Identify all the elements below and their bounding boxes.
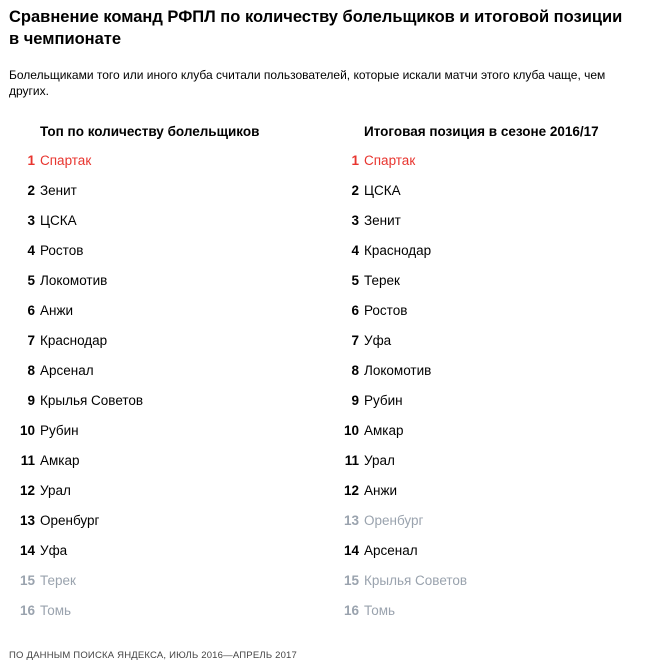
- season-standings-row: [337, 296, 637, 326]
- rank-number: 3: [351, 213, 359, 228]
- fans-ranking-row: [13, 176, 313, 206]
- fans-ranking-row: [13, 596, 313, 626]
- fans-ranking-header: Топ по количеству болельщиков: [40, 124, 260, 139]
- rank-number: 11: [344, 453, 359, 468]
- season-standings-row: [337, 176, 637, 206]
- season-standings-row: [337, 206, 637, 236]
- rank-number: 14: [343, 543, 359, 558]
- fans-ranking-row: [13, 566, 313, 596]
- team-name: Спартак: [40, 153, 92, 168]
- rank-number: 1: [27, 153, 35, 168]
- team-name: Локомотив: [364, 363, 432, 378]
- fans-ranking-row: [13, 536, 313, 566]
- page-title: Сравнение команд РФПЛ по количеству болельщиков и итоговой позиции в чемпионате: [9, 8, 623, 48]
- fans-ranking-row: [13, 356, 313, 386]
- season-standings-row: [337, 536, 637, 566]
- rank-number: 14: [19, 543, 35, 558]
- rank-number: 4: [27, 243, 35, 258]
- fans-ranking-row: [13, 326, 313, 356]
- rank-number: 6: [27, 303, 35, 318]
- fans-ranking-row: [13, 476, 313, 506]
- team-name: Терек: [40, 573, 76, 588]
- team-name: Оренбург: [364, 513, 424, 528]
- season-standings-row: [337, 146, 637, 176]
- rank-number: 9: [27, 393, 35, 408]
- fans-ranking-row: [13, 266, 313, 296]
- fans-ranking-row: [13, 416, 313, 446]
- team-name: Арсенал: [40, 363, 94, 378]
- rank-number: 2: [351, 183, 359, 198]
- source-note: ПО ДАННЫМ ПОИСКА ЯНДЕКСА, ИЮЛЬ 2016—АПРЕЛЬ 2017: [9, 650, 298, 661]
- page-subtitle: Болельщиками того или иного клуба считали пользователей, которые искали матчи этого клуба чаще, чем других.: [9, 68, 606, 98]
- season-standings-header: Итоговая позиция в сезоне 2016/17: [364, 124, 599, 139]
- season-standings-row: [337, 416, 637, 446]
- team-name: Спартак: [364, 153, 416, 168]
- rank-number: 7: [351, 333, 359, 348]
- rank-number: 8: [27, 363, 35, 378]
- team-name: Краснодар: [364, 243, 432, 258]
- team-name: Терек: [364, 273, 400, 288]
- season-standings-row: [337, 356, 637, 386]
- rank-number: 5: [27, 273, 35, 288]
- season-standings-list: [337, 146, 637, 626]
- team-name: Уфа: [40, 543, 68, 558]
- rank-number: 6: [351, 303, 359, 318]
- rank-number: 5: [351, 273, 359, 288]
- rank-number: 7: [27, 333, 35, 348]
- team-name: Ростов: [40, 243, 84, 258]
- team-name: Амкар: [40, 453, 80, 468]
- team-name: Локомотив: [40, 273, 108, 288]
- rank-number: 13: [343, 513, 359, 528]
- team-name: Анжи: [364, 483, 398, 498]
- fans-ranking-list: [13, 146, 313, 626]
- team-name: Крылья Советов: [364, 573, 468, 588]
- team-name: ЦСКА: [364, 183, 401, 198]
- season-standings-row: [337, 236, 637, 266]
- team-name: Оренбург: [40, 513, 100, 528]
- rank-number: 8: [351, 363, 359, 378]
- team-name: Анжи: [40, 303, 74, 318]
- fans-ranking-row: [13, 146, 313, 176]
- rank-number: 15: [343, 573, 359, 588]
- season-standings-row: [337, 476, 637, 506]
- rank-number: 16: [19, 603, 35, 618]
- rank-number: 10: [19, 423, 35, 438]
- rank-number: 9: [351, 393, 359, 408]
- team-name: Арсенал: [364, 543, 418, 558]
- rank-number: 13: [19, 513, 35, 528]
- team-name: Крылья Советов: [40, 393, 144, 408]
- team-name: Рубин: [40, 423, 79, 438]
- rank-number: 15: [19, 573, 35, 588]
- fans-ranking-row: [13, 296, 313, 326]
- fans-ranking-row: [13, 446, 313, 476]
- rank-number: 3: [27, 213, 35, 228]
- team-name: ЦСКА: [40, 213, 77, 228]
- fans-ranking-row: [13, 236, 313, 266]
- rank-number: 4: [351, 243, 359, 258]
- rank-number: 12: [343, 483, 359, 498]
- team-name: Зенит: [40, 183, 77, 198]
- fans-ranking-row: [13, 206, 313, 236]
- rank-number: 16: [343, 603, 359, 618]
- team-name: Ростов: [364, 303, 408, 318]
- team-name: Рубин: [364, 393, 403, 408]
- team-name: Амкар: [364, 423, 404, 438]
- rank-number: 11: [20, 453, 35, 468]
- season-standings-row: [337, 506, 637, 536]
- season-standings-row: [337, 326, 637, 356]
- team-name: Зенит: [364, 213, 401, 228]
- season-standings-row: [337, 596, 637, 626]
- season-standings-row: [337, 266, 637, 296]
- team-name: Урал: [40, 483, 71, 498]
- season-standings-row: [337, 566, 637, 596]
- rank-number: 12: [19, 483, 35, 498]
- rank-number: 1: [351, 153, 359, 168]
- team-name: Урал: [364, 453, 395, 468]
- season-standings-row: [337, 446, 637, 476]
- season-standings-row: [337, 386, 637, 416]
- rank-number: 2: [27, 183, 35, 198]
- team-name: Томь: [40, 603, 72, 618]
- team-name: Томь: [364, 603, 396, 618]
- team-name: Уфа: [364, 333, 392, 348]
- fans-ranking-row: [13, 386, 313, 416]
- team-name: Краснодар: [40, 333, 108, 348]
- fans-ranking-row: [13, 506, 313, 536]
- rank-number: 10: [343, 423, 359, 438]
